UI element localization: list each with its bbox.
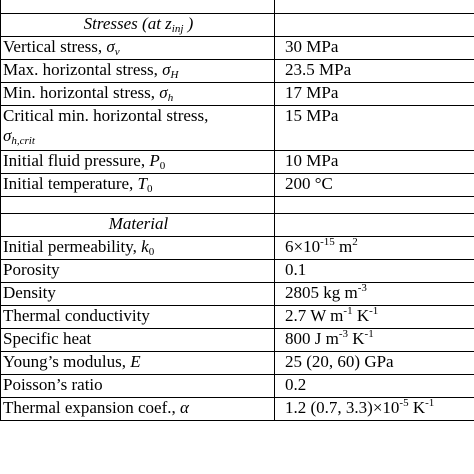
parameter-value: 200 °C xyxy=(275,174,474,197)
table-row-specific-heat xyxy=(1,329,474,352)
value-unit-exponent: -1 xyxy=(425,397,435,409)
table-row-initial-permeability xyxy=(1,237,474,260)
value-unit: K xyxy=(408,398,426,417)
value-unit-exponent: -1 xyxy=(364,328,374,340)
table-cell xyxy=(275,14,474,37)
label-text: Vertical stress, xyxy=(3,37,107,56)
symbol-subscript: 0 xyxy=(148,246,155,258)
value-exponent: -3 xyxy=(338,328,349,340)
parameter-value xyxy=(275,398,474,421)
symbol-subscript: h,crit xyxy=(11,135,35,147)
parameter-value: 23.5 MPa xyxy=(275,60,474,83)
symbol: σ xyxy=(3,126,12,145)
symbol-subscript: 0 xyxy=(147,183,153,195)
table-row-max-horizontal-stress xyxy=(1,60,474,83)
table-row-initial-fluid-pressure xyxy=(1,151,474,174)
value-exponent: -3 xyxy=(357,282,367,294)
table-row-min-horizontal-stress xyxy=(1,83,474,106)
parameter-label xyxy=(1,352,275,375)
parameter-label xyxy=(1,174,275,197)
parameter-value: 25 (20, 60) GPa xyxy=(275,352,474,375)
label-text: Critical min. horizontal stress, xyxy=(3,106,209,125)
value-main: 6×10 xyxy=(285,237,321,256)
table-cell xyxy=(1,197,275,214)
symbol: σ xyxy=(162,60,171,79)
symbol: σ xyxy=(106,37,115,56)
parameter-label: Poisson’s ratio xyxy=(1,375,275,398)
symbol-subscript: 0 xyxy=(159,160,166,172)
label-text: Initial permeability, xyxy=(3,237,142,256)
section-header-label: Stresses (at xyxy=(83,14,166,33)
table-row-vertical-stress xyxy=(1,37,474,60)
table-row-initial-temperature xyxy=(1,174,474,197)
value-unit: K xyxy=(352,306,370,325)
value-unit: m xyxy=(334,237,353,256)
symbol: z xyxy=(165,14,172,33)
table-cell xyxy=(275,0,474,14)
section-header-material: Material xyxy=(1,214,275,237)
section-header-close: ) xyxy=(183,14,194,33)
symbol-subscript: H xyxy=(170,69,179,81)
value-main: 2.7 W m xyxy=(285,306,344,325)
table-cell xyxy=(275,197,474,214)
value-exponent: -15 xyxy=(320,236,335,248)
value-exponent: -1 xyxy=(343,305,353,317)
parameter-value: 15 MPa xyxy=(275,106,474,151)
symbol-subscript: h xyxy=(167,92,174,104)
label-text: Initial temperature, xyxy=(3,174,138,193)
label-text: Initial fluid pressure, xyxy=(3,151,150,170)
label-text: Young’s modulus, xyxy=(3,352,131,371)
parameter-value xyxy=(275,329,474,352)
table-cell xyxy=(1,0,275,14)
value-unit-exponent: -1 xyxy=(369,305,379,317)
symbol-subscript: v xyxy=(114,46,120,58)
table-row-thermal-expansion-coef xyxy=(1,398,474,421)
value-main: 800 J m xyxy=(285,329,339,348)
parameter-label: Density xyxy=(1,283,275,306)
parameter-label xyxy=(1,83,275,106)
parameter-label xyxy=(1,398,275,421)
symbol: k xyxy=(141,237,149,256)
parameter-label: Porosity xyxy=(1,260,275,283)
parameter-label: Thermal conductivity xyxy=(1,306,275,329)
table-cell xyxy=(275,214,474,237)
parameter-value: 17 MPa xyxy=(275,83,474,106)
value-exponent: -5 xyxy=(399,397,409,409)
parameter-value: 0.2 xyxy=(275,375,474,398)
section-header-stresses xyxy=(1,14,275,37)
symbol: α xyxy=(180,398,189,417)
label-text: Thermal expansion coef., xyxy=(3,398,181,417)
label-text: Min. horizontal stress, xyxy=(3,83,160,102)
table-row-blank-top xyxy=(1,0,474,14)
value-main: 2805 kg m xyxy=(285,283,358,302)
parameter-label xyxy=(1,151,275,174)
parameter-value xyxy=(275,306,474,329)
parameter-label xyxy=(1,106,275,151)
table-row-poissons-ratio xyxy=(1,375,474,398)
parameter-value: 10 MPa xyxy=(275,151,474,174)
parameter-value xyxy=(275,237,474,260)
table-row-stresses-header xyxy=(1,14,474,37)
parameter-value: 30 MPa xyxy=(275,37,474,60)
value-unit-exponent: 2 xyxy=(352,236,358,248)
symbol: E xyxy=(130,352,141,371)
table-row-porosity xyxy=(1,260,474,283)
table-row-blank-mid xyxy=(1,197,474,214)
symbol: σ xyxy=(159,83,168,102)
value-main: 1.2 (0.7, 3.3)×10 xyxy=(285,398,400,417)
parameter-value xyxy=(275,283,474,306)
table-row-thermal-conductivity xyxy=(1,306,474,329)
parameter-label xyxy=(1,37,275,60)
symbol: P xyxy=(149,151,160,170)
table-row-density xyxy=(1,283,474,306)
table-row-critical-min-horizontal-stress xyxy=(1,106,474,151)
symbol: T xyxy=(137,174,147,193)
parameter-label xyxy=(1,60,275,83)
value-unit: K xyxy=(348,329,365,348)
parameter-value: 0.1 xyxy=(275,260,474,283)
label-text: Max. horizontal stress, xyxy=(3,60,163,79)
symbol-subscript: inj xyxy=(171,23,184,35)
table-row-material-header xyxy=(1,214,474,237)
table-row-youngs-modulus xyxy=(1,352,474,375)
parameter-label: Specific heat xyxy=(1,329,275,352)
parameter-label xyxy=(1,237,275,260)
